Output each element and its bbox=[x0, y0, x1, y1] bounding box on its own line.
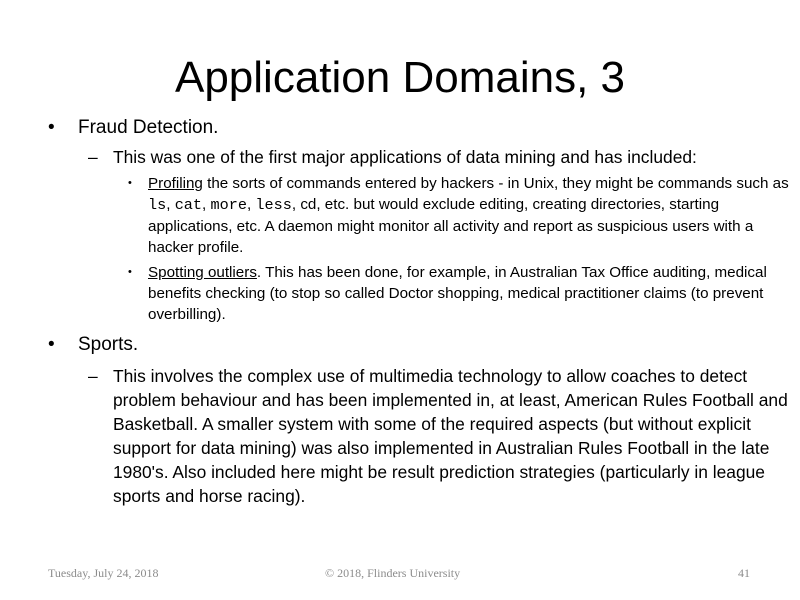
footer-page-number: 41 bbox=[738, 566, 750, 580]
outliers-text: . This has been done, for example, in Australian Tax Office auditing, medical benefits checking (to stop so called Doctor shopping, medical practitioner claims (to prevent overbilling). bbox=[148, 264, 767, 323]
footer-copyright: © 2018, Flinders University bbox=[325, 566, 461, 580]
bullet-marker: • bbox=[48, 117, 55, 138]
term-spotting-outliers: Spotting outliers bbox=[148, 264, 257, 281]
bullet-text: Fraud Detection. bbox=[78, 117, 219, 138]
small-bullet-marker: • bbox=[128, 177, 132, 189]
command-cat: cat bbox=[174, 196, 203, 214]
item-outliers-text bbox=[148, 262, 793, 325]
item-profiling-text bbox=[148, 173, 793, 258]
bullet-marker: • bbox=[48, 334, 55, 355]
comma-2: , bbox=[202, 196, 211, 213]
dash-marker: – bbox=[88, 147, 98, 167]
bullet-text: Sports. bbox=[78, 334, 139, 355]
comma-3: , bbox=[246, 196, 256, 213]
bullet-fraud-detection bbox=[48, 117, 218, 139]
dash-marker: – bbox=[88, 366, 98, 386]
profiling-text-before: the sorts of commands entered by hackers - in Unix, they might be commands such as bbox=[202, 175, 789, 192]
small-bullet-marker: • bbox=[128, 266, 132, 278]
slide-title: Application Domains, 3 bbox=[174, 53, 625, 102]
footer-date: Tuesday, July 24, 2018 bbox=[48, 566, 159, 580]
command-ls: ls bbox=[148, 196, 167, 214]
command-more: more bbox=[210, 196, 247, 214]
command-less: less bbox=[255, 196, 292, 214]
comma-1: , bbox=[166, 196, 175, 213]
bullet-sports bbox=[48, 334, 138, 356]
profiling-text-after: , cd, etc. but would exclude editing, creating directories, starting applications, etc. A daemon might monitor all activity and report as suspicious users with a hacker profile. bbox=[148, 196, 754, 256]
term-profiling: Profiling bbox=[148, 175, 203, 192]
sub-bullet-text: This involves the complex use of multimedia technology to allow coaches to detect problem behaviour and has been implemented in, at least, American Rules Football and Basketball. A smaller system with some of the required aspects (but without explicit support for data mining) was also implemented in Australian Rules Football in the late 1980's. Also included here might be result prediction strategies (particularly in league sports and horse racing). bbox=[113, 366, 788, 506]
sub-bullet-text: This was one of the first major applications of data mining and has included: bbox=[113, 147, 697, 167]
